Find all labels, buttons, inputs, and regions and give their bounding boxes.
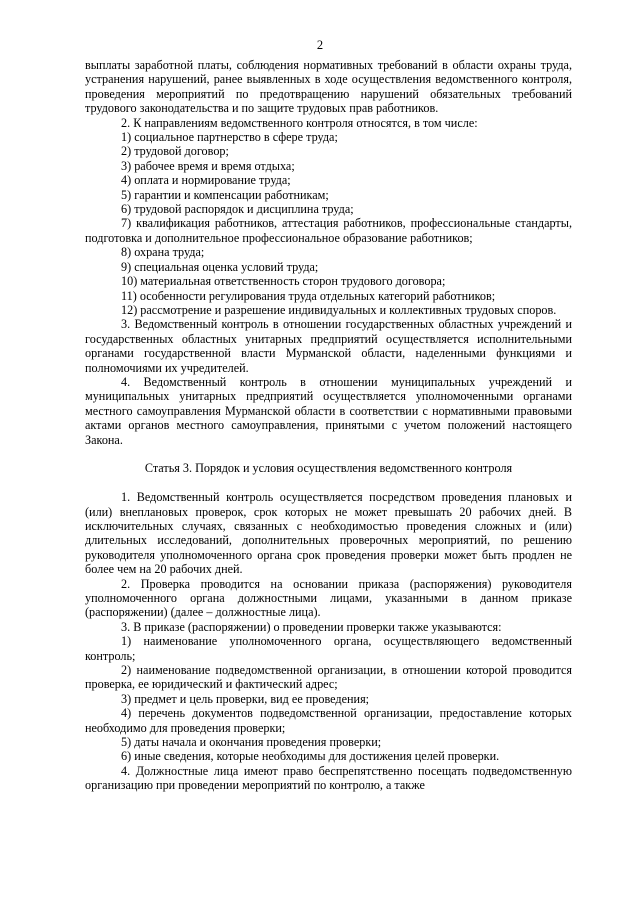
list-item: 3) рабочее время и время отдыха; — [121, 158, 295, 173]
list-item: 3) предмет и цель проверки, вид ее проведения; — [121, 691, 370, 706]
order-items-list — [85, 634, 572, 764]
directions-list — [85, 130, 572, 317]
paragraph-2-intro: 2. К направлениям ведомственного контроля относятся, в том числе: — [121, 115, 478, 130]
list-item: 10) материальная ответственность сторон трудового договора; — [121, 274, 446, 289]
article-3-paragraph-4: 4. Должностные лица имеют право беспрепятственно посещать подведомственную организацию при проведении мероприятий по контролю, а также — [85, 763, 572, 793]
list-item: 5) гарантии и компенсации работникам; — [121, 187, 329, 202]
article-3-paragraph-2: 2. Проверка проводится на основании приказа (распоряжения) руководителя уполномоченного органа должностными лицами, указанными в данном приказе (распоряжении) (далее – должностные лица). — [85, 576, 572, 620]
list-item: 4) оплата и нормирование труда; — [121, 173, 291, 188]
list-item: 6) иные сведения, которые необходимы для достижения целей проверки. — [121, 749, 500, 764]
list-item: 1) наименование уполномоченного органа, осуществляющего ведомственный контроль; — [85, 634, 572, 663]
list-item: 2) трудовой договор; — [121, 144, 229, 159]
list-item: 1) социальное партнерство в сфере труда; — [121, 130, 338, 145]
list-item: 8) охрана труда; — [121, 245, 205, 260]
article-3-paragraph-1: 1. Ведомственный контроль осуществляется посредством проведения плановых и (или) внеплановых проверок, срок которых не может превышать 20 рабочих дней. В исключительных случаях, связанных с необходимостью проведения сложных и (или) длительных исследований, дополнительных проверочных мероприятий, по решению руководителя уполномоченного органа срок проведения проверки может быть продлен не более чем на 20 рабочих дней. — [85, 490, 572, 577]
document-body — [85, 58, 572, 793]
list-item: 12) рассмотрение и разрешение индивидуальных и коллективных трудовых споров. — [121, 302, 557, 317]
list-item: 7) квалификация работников, аттестация работников, профессиональные стандарты, подготовка и дополнительное профессиональное образование работников; — [85, 216, 572, 245]
spacer — [85, 447, 572, 461]
article-3-title: Статья 3. Порядок и условия осуществления ведомственного контроля — [144, 461, 513, 476]
continuation-paragraph: выплаты заработной платы, соблюдения нормативных требований в области охраны труда, устранения нарушений, ранее выявленных в ходе осуществления ведомственного контроля, проведения мероприятий по предотвращению нарушений обязательных требований трудового законодательства и по защите трудовых прав работников. — [85, 58, 572, 116]
list-item: 9) специальная оценка условий труда; — [121, 259, 319, 274]
list-item: 11) особенности регулирования труда отдельных категорий работников; — [121, 288, 496, 303]
spacer — [85, 476, 572, 490]
list-item: 6) трудовой распорядок и дисциплина труда; — [121, 202, 354, 217]
list-item: 4) перечень документов подведомственной организации, предоставление которых необходимо для проведения проверки; — [85, 706, 572, 735]
article-3-paragraph-3-intro: 3. В приказе (распоряжении) о проведении проверки также указываются: — [121, 619, 502, 634]
paragraph-3: 3. Ведомственный контроль в отношении государственных областных учреждений и государственных областных унитарных предприятий осуществляется исполнительными органами государственной власти Мурманской области, наделенными функциями и полномочиями их учредителей. — [85, 317, 572, 375]
paragraph-4: 4. Ведомственный контроль в отношении муниципальных учреждений и муниципальных унитарных предприятий осуществляется уполномоченными органами местного самоуправления Мурманской области в соответствии с нормативными правовыми актами органов местного самоуправления, принятыми с учетом положений настоящего Закона. — [85, 374, 572, 447]
page-number: 2 — [316, 38, 324, 52]
list-item: 2) наименование подведомственной организации, в отношении которой проводится проверка, ее юридический и фактический адрес; — [85, 663, 572, 692]
list-item: 5) даты начала и окончания проведения проверки; — [121, 735, 382, 750]
